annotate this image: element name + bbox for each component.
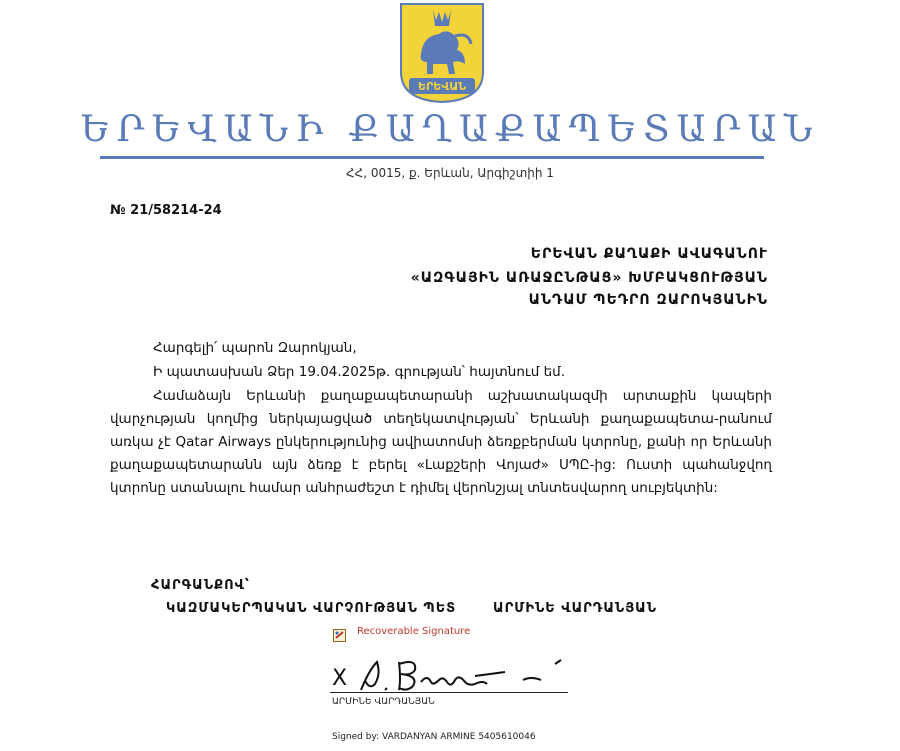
signed-by-text: Signed by: VARDANYAN ARMINE 5405610046 [332, 732, 536, 742]
emblem-text: ԵՐԵՎԱՆ [417, 80, 467, 93]
document-number: № 21/58214-24 [110, 203, 222, 218]
signature-line [330, 692, 568, 693]
signature-printed-name: ԱՐՄԻՆԵ ՎԱՐԴԱՆՅԱՆ [332, 697, 435, 707]
closing-regards: ՀԱՐԳԱՆՔՈՎ՝ [151, 578, 250, 593]
body-paragraph: Համաձայն Երևանի քաղաքապետարանի աշխատակազմի արտաքին կապերի վարչության կողմից ներկայացված տեղեկատվության՝ Երևանի քաղաքապետա-րանում առկա չէ Qatar Airways ընկերությունից ավիատոմսի ձեռքբերման կտրոնը, քանի որ Երևանի քաղաքապետարանն այն ձեռք է բերել «Լաքշերի Վոյաժ» ՍՊԸ-ից: Ուստի պահանջվող կտրոնը ստանալու համար անհրաժեշտ է դիմել վերոնշյալ տնտեսվարող սուբյեկտին: [110, 388, 772, 496]
signer-name: ԱՐՄԻՆԵ ՎԱՐԴԱՆՅԱՆ [493, 601, 658, 616]
recipient-line-2: «ԱԶԳԱՅԻՆ ԱՌԱՋԸՆԹԱՑ» ԽՄԲԱԿՑՈՒԹՅԱՆ [410, 270, 768, 286]
recipient-line-1: ԵՐԵՎԱՆ ՔԱՂԱՔԻ ԱՎԱԳԱՆՈՒ [530, 246, 768, 262]
salutation: Հարգելի՛ պարոն Զարոկյան, [153, 340, 357, 356]
page-title: ԵՐԵՎԱՆԻ ՔԱՂԱՔԱՊԵՏԱՐԱՆ [80, 109, 820, 150]
header-address: ՀՀ, 0015, ք. Երևան, Արգիշտիի 1 [346, 166, 554, 180]
yerevan-emblem [399, 2, 485, 104]
recoverable-signature-label: Recoverable Signature [357, 626, 471, 637]
header-divider [100, 156, 764, 159]
recipient-line-3: ԱՆԴԱՄ ՊԵԴՐՈ ԶԱՐՈԿՅԱՆԻՆ [528, 292, 768, 308]
signature-certificate-icon [333, 627, 346, 640]
signature-x-mark: X [332, 666, 348, 691]
signer-position: ԿԱԶՄԱԿԵՐՊԱԿԱՆ ՎԱՐՉՈՒԹՅԱՆ ՊԵՏ [166, 601, 457, 616]
reference-line: Ի պատասխան Ձեր 19.04.2025թ. գրության՝ հայտնում եմ. [153, 364, 566, 380]
